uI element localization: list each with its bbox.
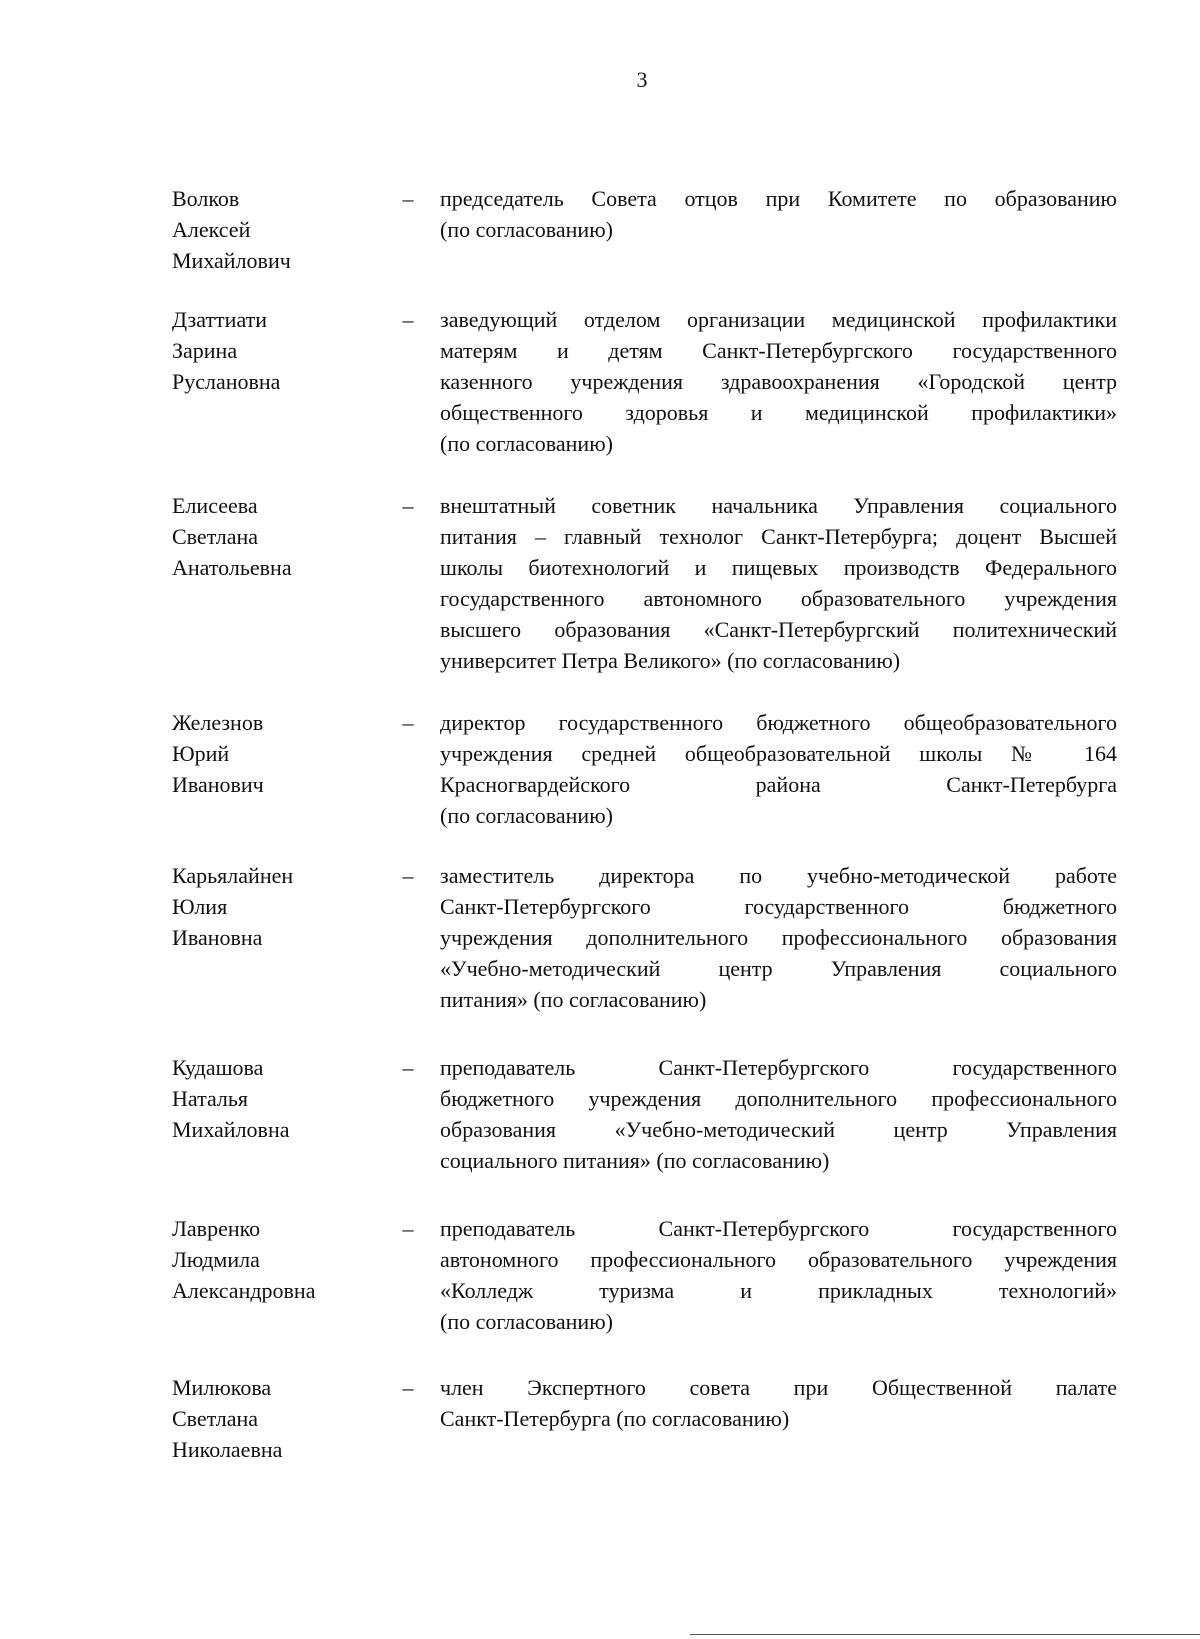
entry-dash: –: [402, 307, 414, 332]
member-first-name: Людмила: [172, 1247, 260, 1272]
position-line: школы биотехнологий и пищевых производств Федерального: [440, 555, 1117, 580]
position-line: государственного автономного образовательного учреждения: [440, 586, 1117, 611]
member-first-name: Зарина: [172, 338, 238, 363]
position-line: «Учебно-методический центр Управления социального: [440, 956, 1117, 981]
member-first-name: Светлана: [172, 1406, 259, 1431]
page-number: 3: [636, 67, 648, 92]
position-line: Санкт-Петербургского государственного бюджетного: [440, 894, 1117, 919]
member-position: [440, 707, 1117, 831]
member-name: [172, 707, 402, 800]
position-line: питания» (по согласованию): [440, 987, 707, 1012]
position-line: учреждения дополнительного профессионального образования: [440, 925, 1117, 950]
position-line: директор государственного бюджетного общеобразовательного: [440, 710, 1117, 735]
member-name: [172, 490, 402, 583]
position-line: матерям и детям Санкт-Петербургского государственного: [440, 338, 1117, 363]
member-first-name: Алексей: [172, 217, 251, 242]
member-patronymic: Михайлович: [172, 248, 291, 273]
position-line: общественного здоровья и медицинской профилактики»: [440, 400, 1117, 425]
position-line: член Экспертного совета при Общественной палате: [440, 1375, 1117, 1400]
position-line: Красногвардейского района Санкт-Петербурга: [440, 772, 1117, 797]
position-line: социального питания» (по согласованию): [440, 1148, 830, 1173]
position-line: бюджетного учреждения дополнительного профессионального: [440, 1086, 1117, 1111]
member-name: [172, 1372, 402, 1465]
member-surname: Железнов: [172, 710, 264, 735]
position-line: преподаватель Санкт-Петербургского государственного: [440, 1216, 1117, 1241]
position-line: учреждения средней общеобразовательной школы № 164: [440, 741, 1117, 766]
position-line: (по согласованию): [440, 1309, 613, 1334]
member-position: [440, 1052, 1117, 1176]
member-patronymic: Иванович: [172, 772, 264, 797]
entry-dash: –: [402, 1055, 414, 1080]
position-line: образования «Учебно-методический центр Управления: [440, 1117, 1117, 1142]
position-line: высшего образования «Санкт-Петербургский политехнический: [440, 617, 1117, 642]
member-surname: Елисеева: [172, 493, 258, 518]
member-patronymic: Михайловна: [172, 1117, 290, 1142]
member-first-name: Наталья: [172, 1086, 249, 1111]
position-line: питания – главный технолог Санкт-Петербурга; доцент Высшей: [440, 524, 1117, 549]
position-line: внештатный советник начальника Управления социального: [440, 493, 1117, 518]
entry-dash: –: [402, 186, 414, 211]
member-name: [172, 304, 402, 397]
member-name: [172, 860, 402, 953]
position-line: Санкт-Петербурга (по согласованию): [440, 1406, 790, 1431]
entry-dash: –: [402, 493, 414, 518]
member-position: [440, 1372, 1117, 1434]
position-line: председатель Совета отцов при Комитете по образованию: [440, 186, 1117, 211]
member-first-name: Юрий: [172, 741, 230, 766]
entry-dash: –: [402, 1375, 414, 1400]
member-name: [172, 183, 402, 276]
position-line: автономного профессионального образовательного учреждения: [440, 1247, 1117, 1272]
position-line: «Колледж туризма и прикладных технологий»: [440, 1278, 1117, 1303]
member-patronymic: Анатольевна: [172, 555, 292, 580]
member-position: [440, 860, 1117, 1015]
member-patronymic: Александровна: [172, 1278, 316, 1303]
entry-dash: –: [402, 710, 414, 735]
member-first-name: Светлана: [172, 524, 259, 549]
member-patronymic: Николаевна: [172, 1437, 283, 1462]
position-line: (по согласованию): [440, 217, 613, 242]
position-line: заведующий отделом организации медицинской профилактики: [440, 307, 1117, 332]
position-line: университет Петра Великого» (по согласованию): [440, 648, 901, 673]
member-name: [172, 1052, 402, 1145]
member-surname: Волков: [172, 186, 240, 211]
entry-dash: –: [402, 1216, 414, 1241]
member-position: [440, 490, 1117, 676]
member-name: [172, 1213, 402, 1306]
position-line: (по согласованию): [440, 431, 613, 456]
member-surname: Дзаттиати: [172, 307, 268, 332]
member-surname: Карьялайнен: [172, 863, 294, 888]
member-surname: Милюкова: [172, 1375, 272, 1400]
member-patronymic: Руслановна: [172, 369, 281, 394]
entry-dash: –: [402, 863, 414, 888]
member-surname: Лавренко: [172, 1216, 261, 1241]
bottom-scan-line: [690, 1634, 1200, 1635]
position-line: заместитель директора по учебно-методической работе: [440, 863, 1117, 888]
member-position: [440, 304, 1117, 459]
member-position: [440, 183, 1117, 245]
member-patronymic: Ивановна: [172, 925, 263, 950]
member-surname: Кудашова: [172, 1055, 264, 1080]
position-line: (по согласованию): [440, 803, 613, 828]
position-line: казенного учреждения здравоохранения «Городской центр: [440, 369, 1117, 394]
member-first-name: Юлия: [172, 894, 228, 919]
member-position: [440, 1213, 1117, 1337]
position-line: преподаватель Санкт-Петербургского государственного: [440, 1055, 1117, 1080]
